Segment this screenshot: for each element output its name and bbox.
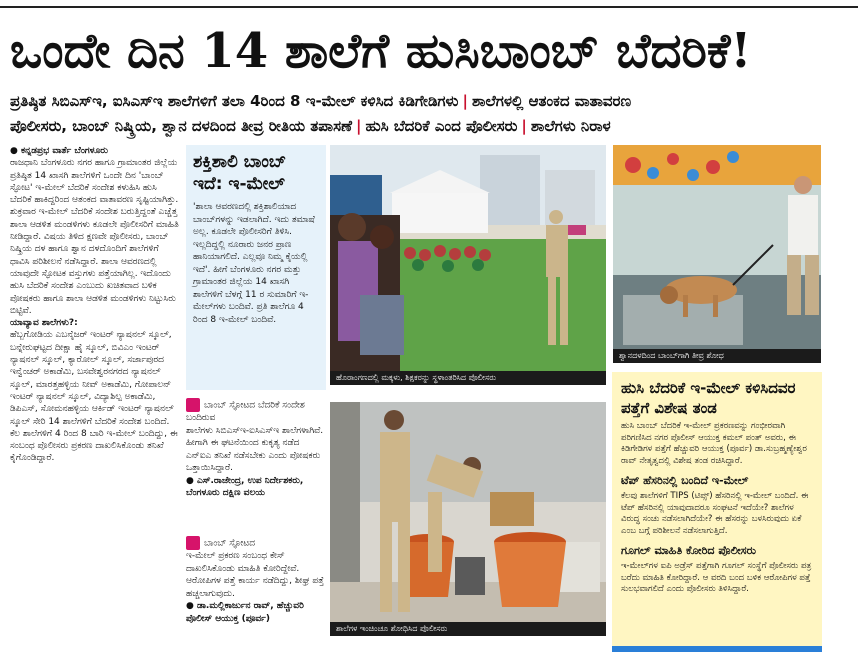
box-subheading: ಟೆಪ್ ಹೆಸರಿನಲ್ಲಿ ಬಂದಿದೆ ಇ-ಮೇಲ್: [621, 474, 749, 487]
byline: ● ಕನ್ನಡಪ್ರಭ ವಾರ್ತೆ ಬೆಂಗಳೂರು: [10, 146, 108, 156]
subhead-text: ಪ್ರತಿಷ್ಠಿತ ಸಿಬಿಎಸ್‌ಇ, ಐಸಿಎಸ್‌ಇ ಶಾಲೆಗಳಿಗೆ ತಲಾ 4ರಿಂದ 8 ಇ-ಮೇಲ್ ಕಳಿಸಿದ ಕಿಡಿಗೇಡಿಗಳು: [10, 92, 459, 110]
quote-text: ಶಾಲೆಗಳು ಸಿಬಿಎಸ್‌ಇ-ಐಸಿಎಸ್‌ಇ ಶಾಲೆಗಳಾಗಿವೆ. ಹೀಗಾಗಿ ಈ ಘಟನೆಯಿಂದ ಕುಕೃತ್ಯ ನಡೆದ ಎನ್‌ಐಎ ತನಿಖೆ ನಡೆಸಬೇಕು ಎಂದು ಪೋಷಕರು ಒತ್ತಾಯಿಸಿದ್ದಾರೆ.: [186, 425, 324, 473]
article-subheading: ಯಾವ್ಯಾವ ಶಾಲೆಗಳು?:: [10, 318, 78, 329]
photo-dog-squad: [613, 145, 821, 363]
top-rule: [0, 6, 858, 8]
box-text: ಇ-ಮೇಲ್‌ಗಳ ಐಪಿ ಅಡ್ರೆಸ್ ಪತ್ತೆಗಾಗಿ ಗೂಗಲ್ ಸಂಸ್ಥೆಗೆ ಪೊಲೀಸರು ಪತ್ರ ಬರೆದು ಮಾಹಿತಿ ಕೋರಿದ್ದಾರೆ. ಆ ವರದಿ ಬಂದ ಬಳಿಕ ಆರೋಪಿಗಳ ಪತ್ತೆ ಸುಲಭವಾಗಲಿದೆ ಎಂದು ಪೊಲೀಸರು ತಿಳಿಸಿದ್ದಾರೆ.: [621, 561, 812, 594]
quote-block-2: [186, 536, 326, 646]
subhead-line-2: [10, 113, 850, 139]
box-heading: ಹುಸಿ ಬೆದರಿಕೆ ಇ-ಮೇಲ್ ಕಳಿಸಿದವರ ಪತ್ತೆಗೆ ವಿಶೇಷ ತಂಡ: [621, 379, 796, 417]
email-quote-box: [186, 145, 326, 390]
special-team-box: [612, 372, 822, 650]
subhead-text: ಶಾಲೆಗಳಲ್ಲಿ ಆತಂಕದ ವಾತಾವರಣ: [471, 92, 632, 110]
box-text: 'ಶಾಲಾ ಆವರಣದಲ್ಲಿ ಶಕ್ತಿಶಾಲಿಯಾದ ಬಾಂಬ್‌ಗಳನ್ನು ಇಡಲಾಗಿದೆ. ಇದು ತಮಾಷೆ ಅಲ್ಲ. ಕೂಡಲೇ ಪೊಲೀಸರಿಗೆ ತಿಳಿಸಿ. ಇಲ್ಲದಿದ್ದಲ್ಲಿ ನೂರಾರು ಜನರ ಪ್ರಾಣ ಹಾನಿಯಾಗಲಿದೆ. ಎಲ್ಲವೂ ನಿಮ್ಮ ಕೈಯಲ್ಲಿ ಇದೆ'. ಹೀಗೆ ಬೆಂಗಳೂರು ನಗರ ಮತ್ತು ಗ್ರಾಮಾಂತರ ಜಿಲ್ಲೆಯ 14 ಖಾಸಗಿ ಶಾಲೆಗಳಿಗೆ ಬೆಳಗ್ಗೆ 11 ರ ಸುಮಾರಿಗೆ ಇ-ಮೇಲ್‌ಗಳು ಬಂದಿವೆ. ಪ್ರತಿ ಶಾಲೆಗೂ 4 ರಿಂದ 8 ಇ-ಮೇಲ್ ಬಂದಿವೆ.: [193, 202, 315, 325]
main-article-column: [10, 145, 180, 650]
photo-evacuation: [330, 145, 606, 385]
quote-attribution: ● ಡಾ.ಮಲ್ಲಿಕಾರ್ಜುನ ರಾವ್, ಹೆಚ್ಚುವರಿ ಪೊಲೀಸ್ ಆಯುಕ್ತ (ಪೂರ್ವ): [186, 601, 304, 624]
quote-block-1: [186, 398, 326, 526]
subhead-text: ಶಾಲೆಗಳು ನಿರಾಳ: [530, 117, 611, 135]
quote-mark-icon: [186, 536, 200, 550]
article-paragraph: ರಾಜಧಾನಿ ಬೆಂಗಳೂರು ನಗರ ಹಾಗೂ ಗ್ರಾಮಾಂತರ ಜಿಲ್ಲೆಯ ಪ್ರತಿಷ್ಠಿತ 14 ಖಾಸಗಿ ಶಾಲೆಗಳಿಗೆ ಒಂದೇ ದಿನ 'ಬಾಂಬ್ ಸ್ಫೋಟ' ಇ-ಮೇಲ್ ಬೆದರಿಕೆ ಸಂದೇಶ ಕಳುಹಿಸಿ ಹುಸಿ ಬೆದರಿಕೆ ಹಾಕಿದ್ದರಿಂದ ಆತಂಕದ ವಾತಾವರಣ ಸೃಷ್ಟಿಯಾಗಿತ್ತು.: [10, 158, 179, 206]
article-paragraph: ಶುಕ್ರವಾರ ಇ-ಮೇಲ್ ಬೆದರಿಕೆ ಸಂದೇಶ ಬರುತ್ತಿದ್ದಂತೆ ಎಚ್ಚೆತ್ತ ಶಾಲಾ ಆಡಳಿತ ಮಂಡಳಿಗಳು ಕೂಡಲೇ ಪೊಲೀಸರಿಗೆ ಮಾಹಿತಿ ನೀಡಿದ್ದಾರೆ. ವಿಷಯ ತಿಳಿದ ಕ್ಷಣವೇ ಪೊಲೀಸರು, ಬಾಂಬ್ ನಿಷ್ಕ್ರಿಯ ದಳ ಹಾಗೂ ಶ್ವಾನ ದಳದೊಂದಿಗೆ ಶಾಲೆಗಳಿಗೆ ಧಾವಿಸಿ ಪರಿಶೀಲನೆ ನಡೆಸಿದ್ದಾರೆ. ಶಾಲಾ ಆವರಣದಲ್ಲಿ ಯಾವುದೇ ಸ್ಫೋಟಕ ವಸ್ತುಗಳು ಪತ್ತೆಯಾಗಿಲ್ಲ. ಇದೊಂದು ಹುಸಿ ಬೆದರಿಕೆ ಸಂದೇಶ ಎಂಬುದು ಖಚಿತವಾದ ಬಳಿಕ ಪೋಷಕರು ಹಾಗೂ ಶಾಲಾ ಆಡಳಿತ ಮಂಡಳಿಗಳು ನಿಟ್ಟುಸಿರು ಬಿಟ್ಟಿವೆ.: [10, 207, 179, 316]
quote-intro: ಬಾಂಬ್ ಸ್ಫೋಟದ: [204, 538, 256, 549]
photo-caption: ಶ್ವಾನದಳದಿಂದ ಬಾಂಬ್‌ಗಾಗಿ ತೀವ್ರ ಶೋಧ: [613, 349, 821, 363]
subhead-text: ಪೊಲೀಸರು, ಬಾಂಬ್ ನಿಷ್ಕ್ರಿಯ, ಶ್ವಾನ ದಳದಿಂದ ತೀವ್ರ ರೀತಿಯ ತಪಾಸಣೆ: [10, 117, 352, 135]
quote-text: ಇ-ಮೇಲ್ ಪ್ರಕರಣ ಸಂಬಂಧ ಕೇಸ್ ದಾಖಲಿಸಿಕೊಂಡು ಮಾಹಿತಿ ಕೋರಿದ್ದೇವೆ. ಆರೋಪಿಗಳ ಪತ್ತೆ ಕಾರ್ಯ ನಡೆದಿದ್ದು, ಶೀಘ್ರ ಪತ್ತೆ ಹಚ್ಚಲಾಗುವುದು.: [186, 551, 325, 599]
box-heading: ಶಕ್ತಿಶಾಲಿ ಬಾಂಬ್ ಇದೆ: ಇ-ಮೇಲ್: [193, 152, 287, 194]
photo-caption: ಹೊರಾಂಗಣದಲ್ಲಿ ಮಕ್ಕಳು, ಶಿಕ್ಷಕರನ್ನು ಸ್ಥಳಾಂತರಿಸಿದ ಪೊಲೀಸರು: [330, 371, 606, 385]
page-headline: ಒಂದೇ ದಿನ 14 ಶಾಲೆಗೆ ಹುಸಿಬಾಂಬ್ ಬೆದರಿಕೆ!: [10, 23, 752, 79]
photo-dog-squad-image: [613, 145, 821, 363]
photo-evacuation-image: [330, 145, 606, 385]
box-text: ಹುಸಿ ಬಾಂಬ್ ಬೆದರಿಕೆ ಇ-ಮೇಲ್ ಪ್ರಕರಣವನ್ನು ಗಂಭೀರವಾಗಿ ಪರಿಗಣಿಸಿದ ನಗರ ಪೊಲೀಸ್ ಆಯುಕ್ತ ಕಮಲ್ ಪಂತ್ ಅವರು, ಈ ಕಿಡಿಗೇಡಿಗಳ ಪತ್ತೆಗೆ ಹೆಚ್ಚುವರಿ ಆಯುಕ್ತ (ಪೂರ್ವ) ಡಾ.ಸುಬ್ರಹ್ಮಣ್ಯೇಶ್ವರ ರಾವ್ ನೇತೃತ್ವದಲ್ಲಿ ವಿಶೇಷ ತಂಡ ರಚಿಸಿದ್ದಾರೆ.: [621, 421, 807, 466]
subhead-separator: |: [462, 92, 468, 110]
subhead-text: ಹುಸಿ ಬೆದರಿಕೆ ಎಂದ ಪೊಲೀಸರು: [365, 117, 518, 135]
accent-bar: [612, 646, 822, 652]
quote-attribution: ● ಎಸ್.ರಾಜೇಂದ್ರ, ಉಪ ನಿರ್ದೇಶಕರು, ಬೆಂಗಳೂರು ದಕ್ಷಿಣ ವಲಯ: [186, 475, 304, 498]
quote-intro: ಬಾಂಬ್ ಸ್ಫೋಟದ ಬೆದರಿಕೆ ಸಂದೇಶ ಬಂದಿರುವ: [186, 400, 305, 423]
subhead-line-1: [10, 88, 850, 114]
subhead-separator: |: [355, 117, 362, 135]
photo-police-search-image: [330, 402, 606, 636]
article-paragraph: ಹೆಬ್ಬಗೋಡಿಯ ಎಬನೈಜರ್ ಇಂಟರ್ ನ್ಯಾಷನಲ್ ಸ್ಕೂಲ್, ಬನ್ನೇರುಘಟ್ಟದ ದೀಕ್ಷಾ ಹೈ ಸ್ಕೂಲ್, ಬಿವಿಎಂ ಇಂಟರ್ ನ್ಯಾಷನಲ್ ಸ್ಕೂಲ್, ಕ್ಯಾರೋಲ್ ಸ್ಕೂಲ್, ಸರ್ಜಾಪುರದ ಇನ್ವೆಂಚರ್ ಅಕಾಡೆಮಿ, ಬಸವೇಶ್ವರನಗರದ ನ್ಯಾಷನಲ್ ಸ್ಕೂಲ್, ಮಾರತ್ತಹಳ್ಳಿಯ ನೀವ್ ಅಕಾಡೆಮಿ, ಗೋಪಾಲನ್ ಇಂಟರ್ ನ್ಯಾಷನಲ್ ಸ್ಕೂಲ್, ವಿದ್ಯಾಶಿಲ್ಪ ಅಕಾಡೆಮಿ, ಡಿಪಿಎಸ್, ಸೋಮನಹಳ್ಳಿಯ ಆರ್ಕಿಡ್ ಇಂಟರ್ ನ್ಯಾಷನಲ್ ಸ್ಕೂಲ್ ಸೇರಿ 14 ಶಾಲೆಗಳಿಗೆ ಬೆದರಿಕೆ ಸಂದೇಶ ಬಂದಿದೆ. ಕೆಲ ಶಾಲೆಗಳಿಗೆ 4 ರಿಂದ 8 ಬಾರಿ ಇ-ಮೇಲ್ ಬಂದಿದ್ದು, ಈ ಸಂಬಂಧ ಪೊಲೀಸರು ಪ್ರಕರಣ ದಾಖಲಿಸಿಕೊಂಡು ತನಿಖೆ ಕೈಗೊಂಡಿದ್ದಾರೆ.: [10, 330, 178, 464]
photo-caption: ಶಾಲೆಗಳ ಇಂಚಿಂಚೂ ಶೋಧಿಸಿದ ಪೊಲೀಸರು: [330, 622, 606, 636]
subhead-separator: |: [521, 117, 527, 135]
photo-police-search: [330, 402, 606, 636]
box-subheading: ಗೂಗಲ್ ಮಾಹಿತಿ ಕೋರಿದ ಪೊಲೀಸರು: [621, 544, 756, 557]
quote-mark-icon: [186, 398, 200, 412]
box-text: ಕೆಲವು ಶಾಲೆಗಳಿಗೆ TIPS (ಟಿಪ್ಸ್) ಹೆಸರಿನಲ್ಲಿ ಇ-ಮೇಲ್ ಬಂದಿದೆ. ಈ ಟೆಪ್ ಹೆಸರಿನಲ್ಲಿ ಯಾವುದಾದರೂ ಸಂಘಟನೆ ಇದೆಯೇ? ಶಾಲೆಗಳ ವಿರುದ್ಧ ಸಂಚು ನಡೆಸಲಾಗಿದೆಯೇ? ಈ ಹೆಸರನ್ನು ಬಳಸಿರುವುದು ಏಕೆ ಎಂಬ ಬಗ್ಗೆ ಪರಿಶೀಲನೆ ನಡೆಸಲಾಗುತ್ತಿದೆ.: [621, 491, 809, 536]
